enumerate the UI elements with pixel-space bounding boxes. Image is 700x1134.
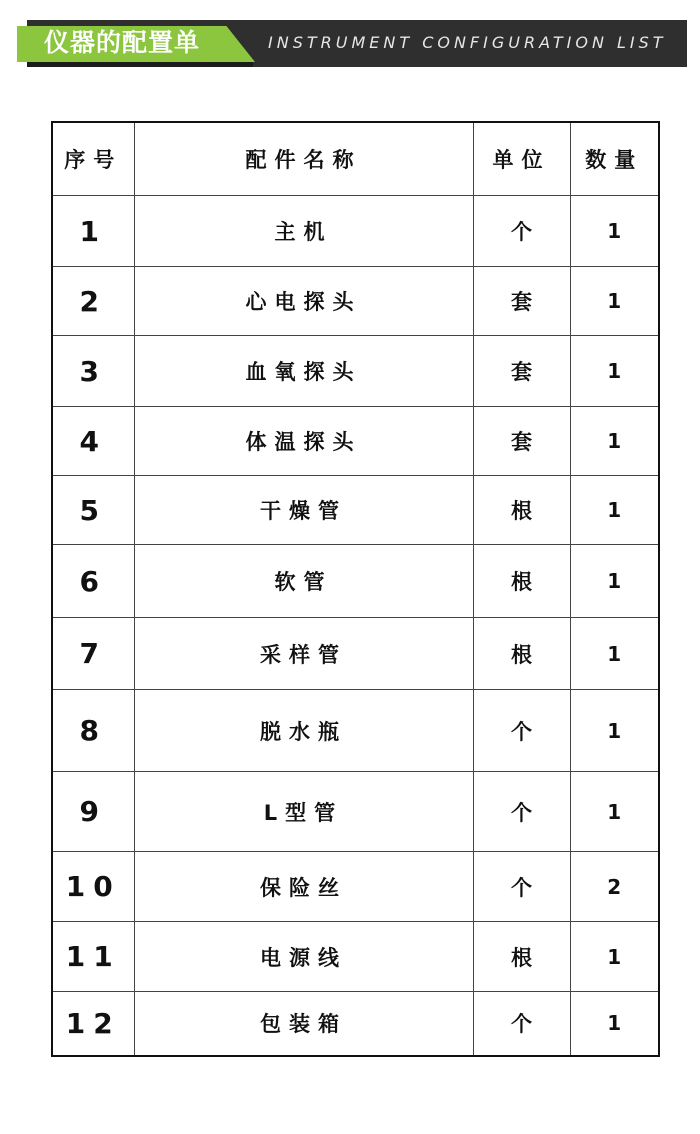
row-index: 6	[52, 545, 134, 618]
row-quantity: 1	[570, 407, 659, 476]
table-row	[52, 336, 659, 407]
row-item-name: 主机	[134, 196, 473, 267]
row-unit: 个	[473, 196, 570, 267]
row-item-name: 血氧探头	[134, 336, 473, 407]
page-title: 仪器的配置单	[44, 28, 201, 57]
row-item-name: 软管	[134, 545, 473, 618]
row-quantity: 1	[570, 267, 659, 336]
row-index: 3	[52, 336, 134, 407]
row-unit: 个	[473, 852, 570, 922]
row-quantity: 1	[570, 772, 659, 852]
row-item-name: L型管	[134, 772, 473, 852]
row-index: 12	[52, 992, 134, 1056]
row-quantity: 1	[570, 545, 659, 618]
row-index: 7	[52, 618, 134, 690]
row-index: 4	[52, 407, 134, 476]
row-unit: 套	[473, 407, 570, 476]
table-row	[52, 476, 659, 545]
row-item-name: 保险丝	[134, 852, 473, 922]
row-unit: 套	[473, 267, 570, 336]
row-index: 5	[52, 476, 134, 545]
row-quantity: 1	[570, 922, 659, 992]
row-quantity: 1	[570, 690, 659, 772]
table-row	[52, 690, 659, 772]
column-header-unit: 单位	[473, 122, 570, 196]
table-row	[52, 618, 659, 690]
row-index: 10	[52, 852, 134, 922]
row-unit: 根	[473, 618, 570, 690]
table-row	[52, 772, 659, 852]
row-index: 11	[52, 922, 134, 992]
table-row	[52, 852, 659, 922]
row-item-name: 采样管	[134, 618, 473, 690]
table-header-row	[52, 122, 659, 196]
table-row	[52, 196, 659, 267]
column-header-qty: 数量	[570, 122, 659, 196]
row-item-name: 脱水瓶	[134, 690, 473, 772]
row-quantity: 1	[570, 196, 659, 267]
table-row	[52, 267, 659, 336]
row-unit: 套	[473, 336, 570, 407]
row-index: 8	[52, 690, 134, 772]
row-index: 9	[52, 772, 134, 852]
row-quantity: 1	[570, 476, 659, 545]
row-unit: 个	[473, 992, 570, 1056]
row-item-name: 体温探头	[134, 407, 473, 476]
row-item-name: 干燥管	[134, 476, 473, 545]
row-unit: 根	[473, 922, 570, 992]
row-item-name: 电源线	[134, 922, 473, 992]
row-quantity: 1	[570, 618, 659, 690]
table-row	[52, 407, 659, 476]
page-subtitle: INSTRUMENT CONFIGURATION LIST	[268, 33, 667, 52]
table-row	[52, 545, 659, 618]
row-unit: 个	[473, 772, 570, 852]
row-item-name: 包装箱	[134, 992, 473, 1056]
header-banner-shadow	[27, 62, 253, 67]
row-unit: 根	[473, 476, 570, 545]
row-unit: 根	[473, 545, 570, 618]
row-quantity: 2	[570, 852, 659, 922]
row-item-name: 心电探头	[134, 267, 473, 336]
table-row	[52, 992, 659, 1056]
row-index: 1	[52, 196, 134, 267]
row-index: 2	[52, 267, 134, 336]
row-quantity: 1	[570, 336, 659, 407]
row-unit: 个	[473, 690, 570, 772]
column-header-name: 配件名称	[134, 122, 473, 196]
configuration-table	[51, 121, 660, 1057]
table-row	[52, 922, 659, 992]
row-quantity: 1	[570, 992, 659, 1056]
column-header-index: 序号	[52, 122, 134, 196]
